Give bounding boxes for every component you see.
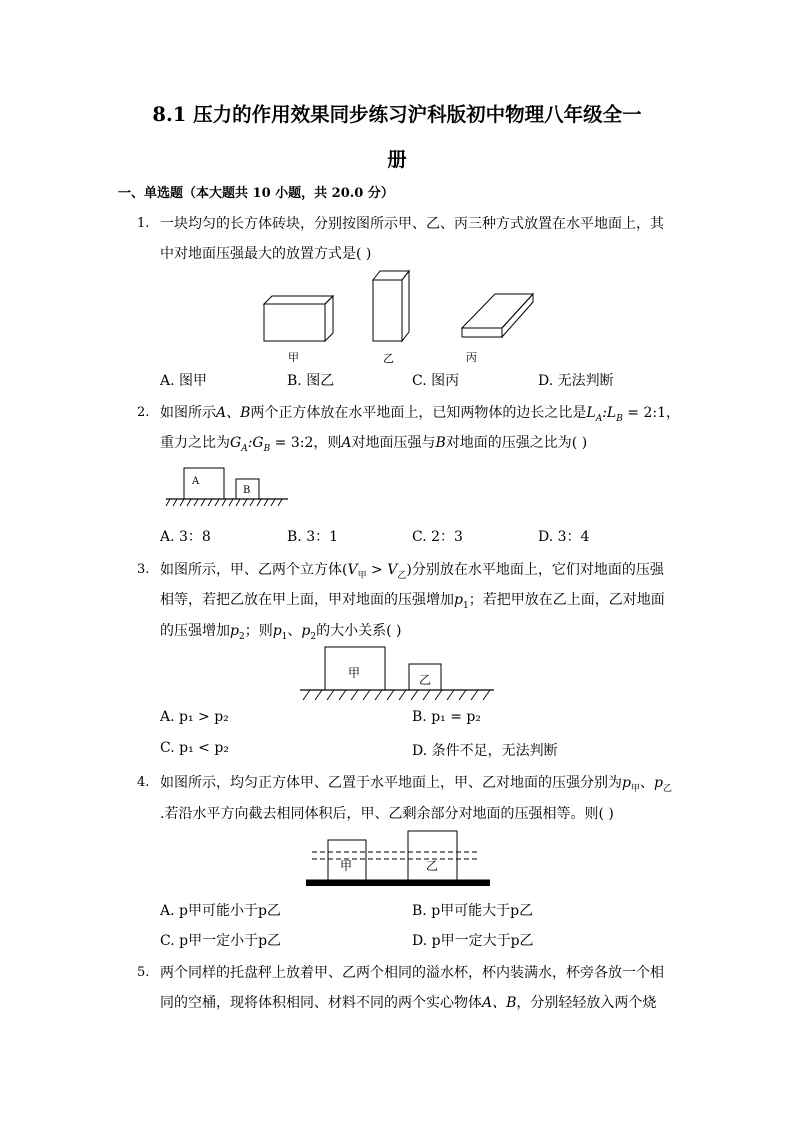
q3-text-line2: 相等，若把乙放在甲上面，甲对地面的压强增加$p_1$；若把甲放在乙上面，乙对地面 bbox=[160, 592, 665, 611]
q4-fig-label-jia: 甲 bbox=[340, 859, 353, 873]
q5-number: 5. bbox=[137, 965, 150, 980]
q1-text-line2: 中对地面压强最大的放置方式是( ) bbox=[160, 246, 372, 262]
q1-option-c[interactable]: C. 图丙 bbox=[412, 373, 460, 389]
q2-option-c[interactable]: C. 2：3 bbox=[412, 529, 463, 545]
q4-option-d[interactable]: D. p甲一定大于p乙 bbox=[412, 933, 534, 949]
q3-text-line1: 如图所示，甲、乙两个立方体$(V_甲 > V_乙)$分别放在水平地面上，它们对地面的压强 bbox=[160, 562, 664, 581]
q3-option-b[interactable]: B. p₁ = p₂ bbox=[412, 709, 481, 725]
q2-number: 2. bbox=[137, 405, 150, 420]
ground-bar bbox=[306, 880, 490, 886]
q3-number: 3. bbox=[137, 562, 150, 577]
q5-text-line2: 同的空桶，现将体积相同、材料不同的两个实心物体A、B，分别轻轻放入两个烧 bbox=[160, 995, 657, 1011]
q2-text-line2: 重力之比为$G_A:G_B$ = 3:2，则A对地面压强与B对地面的压强之比为( ) bbox=[160, 435, 588, 454]
q1-text-line1: 一块均匀的长方体砖块，分别按图所示甲、乙、丙三种方式放置在水平地面上，其 bbox=[160, 216, 664, 232]
q1-fig-label-bing: 丙 bbox=[466, 351, 477, 364]
q4-option-c[interactable]: C. p甲一定小于p乙 bbox=[160, 933, 282, 949]
q3-fig-label-yi: 乙 bbox=[419, 673, 432, 687]
q4-text-line2: .若沿水平方向截去相同体积后，甲、乙剩余部分对地面的压强相等。则( ) bbox=[160, 806, 614, 822]
q2-fig-label-b: B bbox=[243, 485, 251, 496]
q1-option-d[interactable]: D. 无法判断 bbox=[538, 373, 614, 389]
q2-fig-label-a: A bbox=[192, 476, 200, 487]
q3-option-c[interactable]: C. p₁ < p₂ bbox=[160, 740, 229, 756]
q1-option-a[interactable]: A. 图甲 bbox=[160, 373, 208, 389]
q1-option-b[interactable]: B. 图乙 bbox=[287, 373, 335, 389]
q3-text-line3: 的压强增加$p_2$；则$p_1$、$p_2$的大小关系( ) bbox=[160, 623, 402, 642]
page-title: 8.1 压力的作用效果同步练习沪科版初中物理八年级全一 bbox=[152, 103, 642, 126]
q1-fig-label-jia: 甲 bbox=[288, 351, 299, 364]
q4-fig-label-yi: 乙 bbox=[426, 859, 439, 873]
q4-text-line1: 如图所示，均匀正方体甲、乙置于水平地面上，甲、乙对地面的压强分别为$p_甲$、$p_乙$ bbox=[160, 775, 672, 794]
q3-option-d[interactable]: D. 条件不足，无法判断 bbox=[412, 743, 558, 759]
page-title-continued: 册 bbox=[387, 148, 407, 171]
q2-option-d[interactable]: D. 3：4 bbox=[538, 529, 590, 545]
q5-text-line1: 两个同样的托盘秤上放着甲、乙两个相同的溢水杯，杯内装满水，杯旁各放一个相 bbox=[160, 965, 664, 981]
q2-option-b[interactable]: B. 3：1 bbox=[287, 529, 339, 545]
q3-fig-label-jia: 甲 bbox=[348, 666, 361, 680]
q2-option-a[interactable]: A. 3：8 bbox=[160, 529, 211, 545]
q3-option-a[interactable]: A. p₁ > p₂ bbox=[160, 709, 229, 725]
q4-option-b[interactable]: B. p甲可能大于p乙 bbox=[412, 903, 534, 919]
section-header: 一、单选题（本大题共 10 小题，共 20.0 分） bbox=[118, 186, 394, 201]
q1-number: 1. bbox=[137, 216, 150, 231]
q4-number: 4. bbox=[137, 775, 150, 790]
q2-text-line1: 如图所示A、B两个正方体放在水平地面上，已知两物体的边长之比是$L_A:L_B$ = 2:1， bbox=[160, 405, 681, 424]
q1-fig-label-yi: 乙 bbox=[383, 352, 394, 365]
q4-option-a[interactable]: A. p甲可能小于p乙 bbox=[160, 903, 281, 919]
